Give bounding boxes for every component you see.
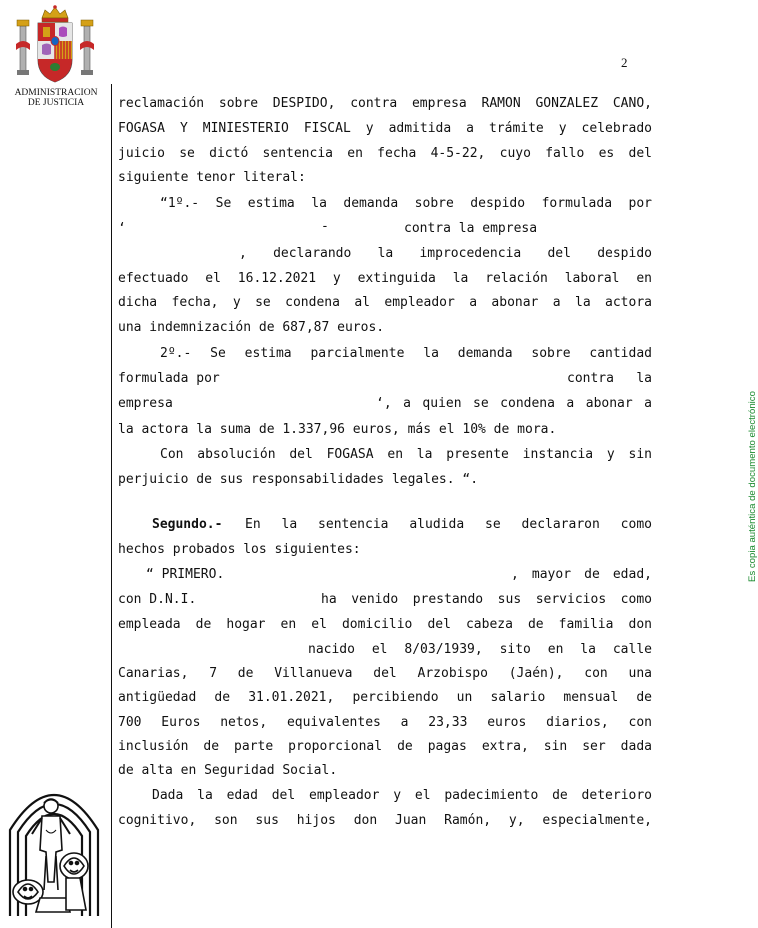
text-line: antigüedad de 31.01.2021, percibiendo un salario mensual de <box>118 690 652 705</box>
text-line: dicha fecha, y se condena al empleador a abonar a la actora <box>118 295 652 310</box>
text-line: formulada por <box>118 371 220 386</box>
text-line: hechos probados los siguientes: <box>118 542 361 557</box>
text-line: “1º.- Se estima la demanda sobre despido formulada por <box>160 196 652 211</box>
text-line: reclamación sobre DESPIDO, contra empresa RAMON GONZALEZ CANO, <box>118 96 652 111</box>
text-line: - <box>321 219 329 234</box>
text-line: , declarando la improcedencia del despido <box>239 246 652 261</box>
text-line: Dada la edad del empleador y el padecimiento de deterioro <box>152 788 652 803</box>
text-line: una indemnización de 687,87 euros. <box>118 320 385 335</box>
text-line: efectuado el 16.12.2021 y extinguida la relación laboral en <box>118 271 652 286</box>
text-line: En la sentencia aludida se declararon como <box>245 517 652 532</box>
caption-line-2: DE JUSTICIA <box>27 98 85 108</box>
junta-de-andalucia-hercules-lions-emblem-icon <box>6 770 102 916</box>
text-line: juicio se dictó sentencia en fecha 4-5-22, cuyo fallo es del <box>118 146 652 161</box>
text-line: empresa <box>118 396 173 411</box>
text-line: Canarias, 7 de Villanueva del Arzobispo (Jaén), con una <box>118 666 652 681</box>
text-line: empleada de hogar en el domicilio del cabeza de familia don <box>118 617 652 632</box>
text-line: ‘, a quien se condena a abonar a <box>376 396 652 411</box>
authenticity-note <box>736 372 758 582</box>
authenticity-note-text: Es copia auténtica de documento electrónico <box>747 391 758 582</box>
text-line: , mayor de edad, <box>511 567 652 582</box>
text-line: 2º.- Se estima parcialmente la demanda sobre cantidad <box>160 346 652 361</box>
spanish-coat-of-arms-icon <box>14 4 96 88</box>
text-line: FOGASA Y MINIESTERIO FISCAL y admitida a trámite y celebrado <box>118 121 652 136</box>
margin-rule <box>111 84 112 928</box>
text-line: nacido el 8/03/1939, sito en la calle <box>308 642 652 657</box>
text-line: Con absolución del FOGASA en la presente instancia y sin <box>160 447 652 462</box>
caption-line-1: ADMINISTRACION <box>14 88 98 98</box>
text-line: siguiente tenor literal: <box>118 170 306 185</box>
text-line: contra la <box>567 371 652 386</box>
section-label-segundo: Segundo.- <box>152 517 223 532</box>
text-line: perjuicio de sus responsabilidades legales. “. <box>118 472 479 487</box>
text-line: con D.N.I. <box>118 592 197 607</box>
text-line: de alta en Seguridad Social. <box>118 763 338 778</box>
text-line: ‘ <box>118 221 126 236</box>
text-line: cognitivo, son sus hijos don Juan Ramón, y, especialmente, <box>118 813 652 828</box>
page-number: 2 <box>621 55 628 70</box>
administration-caption <box>6 88 106 108</box>
text-line: 700 Euros netos, equivalentes a 23,33 euros diarios, con <box>118 715 652 730</box>
text-line: la actora la suma de 1.337,96 euros, más el 10% de mora. <box>118 422 557 437</box>
text-line: “ PRIMERO. <box>146 567 225 582</box>
text-line: ha venido prestando sus servicios como <box>321 592 652 607</box>
text-line: contra la empresa <box>404 221 538 236</box>
text-line: inclusión de parte proporcional de pagas extra, sin ser dada <box>118 739 652 754</box>
